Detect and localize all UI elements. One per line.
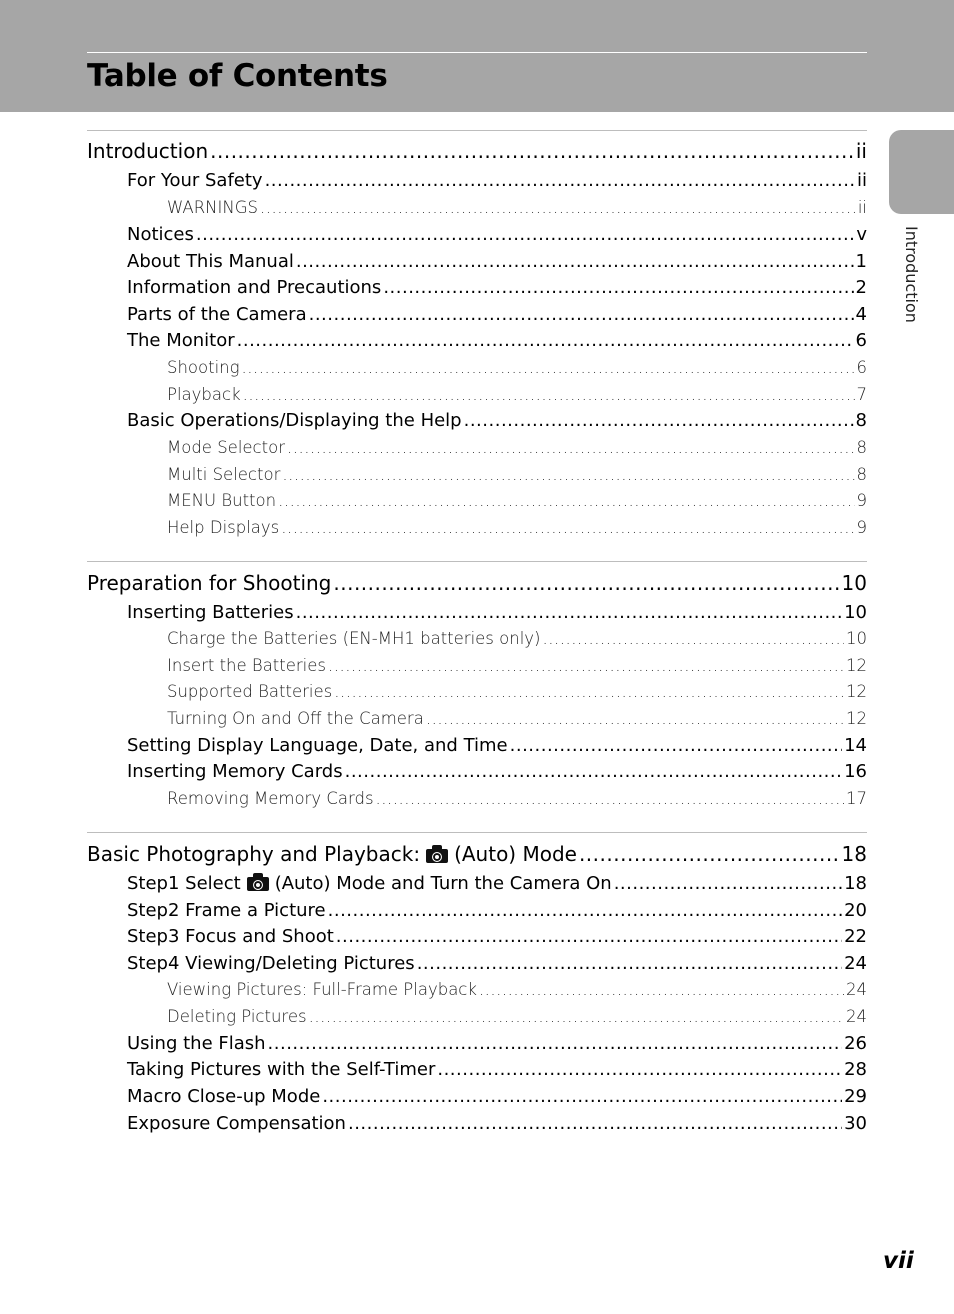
dot-leader	[265, 170, 855, 192]
dot-leader	[426, 709, 844, 729]
dot-leader	[376, 789, 844, 809]
toc-subentry[interactable]	[167, 629, 867, 649]
header-rule	[87, 52, 867, 53]
toc-subentry[interactable]	[167, 465, 867, 485]
toc-page-number: 24	[846, 1007, 867, 1026]
toc-page-number: ii	[855, 139, 867, 163]
toc-entry-title: Viewing Pictures: Full-Frame Playback	[167, 980, 477, 999]
toc-entry-title: The Monitor	[127, 330, 235, 351]
toc-subentry[interactable]	[167, 491, 867, 511]
toc-page-number: 30	[844, 1113, 867, 1134]
toc-entry-title: Parts of the Camera	[127, 304, 307, 325]
dot-leader	[417, 953, 842, 975]
dot-leader	[296, 251, 854, 273]
dot-leader	[287, 438, 855, 458]
dot-leader	[333, 571, 839, 595]
toc-entry-title: Basic Photography and Playback: (Auto) Mode	[87, 842, 577, 866]
toc-entry-title: WARNINGS	[167, 198, 258, 217]
toc-page-number: 22	[844, 926, 867, 947]
page-header	[0, 0, 954, 112]
toc-entry-preparation[interactable]	[87, 571, 867, 595]
toc-entry-title: Playback	[167, 385, 241, 404]
toc-entry-introduction[interactable]	[87, 139, 867, 163]
dot-leader	[328, 900, 842, 922]
toc-entry-title: Inserting Batteries	[127, 602, 294, 623]
dot-leader	[210, 139, 854, 163]
toc-entry-title: About This Manual	[127, 251, 294, 272]
toc-entry-title: Mode Selector	[167, 438, 285, 457]
toc-page-number: 14	[844, 735, 867, 756]
toc-subentry[interactable]	[167, 709, 867, 729]
section-divider	[87, 561, 867, 562]
dot-leader	[278, 491, 854, 511]
toc-entry-title: Macro Close-up Mode	[127, 1086, 321, 1107]
toc-page-number: 6	[856, 358, 867, 377]
dot-leader	[336, 926, 842, 948]
toc-entry[interactable]	[127, 1113, 867, 1135]
dot-leader	[309, 1007, 844, 1027]
toc-page-number: 8	[855, 410, 867, 431]
toc-entry[interactable]	[127, 1059, 867, 1081]
dot-leader	[322, 1086, 842, 1108]
toc-entry-title: Exposure Compensation	[127, 1113, 346, 1134]
toc-entry[interactable]	[127, 761, 867, 783]
section-divider	[87, 130, 867, 131]
toc-page-number: 6	[855, 330, 867, 351]
toc-subentry[interactable]	[167, 198, 867, 218]
dot-leader	[543, 629, 845, 649]
toc-subentry[interactable]	[167, 789, 867, 809]
dot-leader	[328, 656, 844, 676]
toc-entry-basic-photography[interactable]	[87, 842, 867, 866]
toc-entry[interactable]	[127, 410, 867, 432]
toc-page-number: 18	[844, 873, 867, 894]
toc-entry[interactable]	[127, 170, 867, 192]
toc-entry-title: Deleting Pictures	[167, 1007, 307, 1026]
toc-entry[interactable]	[127, 330, 867, 352]
auto-mode-camera-icon	[426, 845, 448, 863]
dot-leader	[296, 602, 842, 624]
toc-entry[interactable]	[127, 251, 867, 273]
toc-subentry[interactable]	[167, 438, 867, 458]
toc-entry-title: Notices	[127, 224, 194, 245]
toc-entry-title: Basic Operations/Displaying the Help	[127, 410, 462, 431]
dot-leader	[479, 980, 844, 1000]
toc-entry[interactable]	[127, 735, 867, 757]
toc-page-number: ii	[857, 198, 867, 217]
toc-entry[interactable]	[127, 224, 867, 246]
dot-leader	[237, 330, 854, 352]
dot-leader	[281, 518, 854, 538]
toc-page-number: 8	[856, 438, 867, 457]
toc-entry-title: Step3 Focus and Shoot	[127, 926, 334, 947]
auto-mode-camera-icon	[247, 873, 269, 891]
dot-leader	[282, 465, 854, 485]
dot-leader	[196, 224, 854, 246]
toc-subentry[interactable]	[167, 980, 867, 1000]
toc-page-number: 1	[855, 251, 867, 272]
toc-page-number: 20	[844, 900, 867, 921]
toc-page-number: 10	[846, 629, 867, 648]
toc-page-number: 24	[844, 953, 867, 974]
toc-page-number: 18	[841, 842, 867, 866]
dot-leader	[345, 761, 842, 783]
toc-page-number: 29	[844, 1086, 867, 1107]
toc-entry-title: Introduction	[87, 139, 209, 163]
dot-leader	[348, 1113, 842, 1135]
toc-entry-title: Insert the Batteries	[167, 656, 327, 675]
section-tab	[889, 130, 954, 214]
toc-entry-title: Shooting	[167, 358, 240, 377]
toc-entry-title: Inserting Memory Cards	[127, 761, 343, 782]
toc-subentry[interactable]	[167, 518, 867, 538]
dot-leader	[242, 358, 855, 378]
toc-entry[interactable]	[127, 873, 867, 895]
toc-entry[interactable]	[127, 304, 867, 326]
toc-entry-title: Step1 Select (Auto) Mode and Turn the Camera On	[127, 873, 612, 894]
dot-leader	[309, 304, 854, 326]
dot-leader	[334, 682, 844, 702]
toc-page-number: 10	[841, 571, 867, 595]
toc-page-number: 26	[844, 1033, 867, 1054]
dot-leader	[579, 842, 840, 866]
page-number-folio: vii	[883, 1248, 914, 1274]
toc-entry[interactable]	[127, 602, 867, 624]
toc-page-number: 17	[846, 789, 867, 808]
toc-entry-title: Using the Flash	[127, 1033, 266, 1054]
dot-leader	[243, 385, 855, 405]
dot-leader	[268, 1033, 843, 1055]
toc-entry[interactable]	[127, 277, 867, 299]
toc-entry[interactable]	[127, 900, 867, 922]
toc-entry-title: Turning On and Off the Camera	[167, 709, 424, 728]
toc-entry-title: Step4 Viewing/Deleting Pictures	[127, 953, 415, 974]
toc-entry[interactable]	[127, 926, 867, 948]
toc-entry-title: Taking Pictures with the Self-Timer	[127, 1059, 436, 1080]
section-tab-label: Introduction	[902, 226, 921, 323]
dot-leader	[260, 198, 856, 218]
toc-page-number: 4	[855, 304, 867, 325]
toc-subentry[interactable]	[167, 682, 867, 702]
toc-page-number: 9	[856, 491, 867, 510]
toc-entry[interactable]	[127, 1086, 867, 1108]
toc-subentry[interactable]	[167, 385, 867, 405]
toc-page-number: ii	[856, 170, 867, 191]
toc-entry-title: Help Displays	[167, 518, 280, 537]
toc-entry[interactable]	[127, 953, 867, 975]
toc-entry-title: Setting Display Language, Date, and Time	[127, 735, 508, 756]
toc-subentry[interactable]	[167, 656, 867, 676]
toc-page-number: 24	[846, 980, 867, 999]
toc-page-number: 10	[844, 602, 867, 623]
toc-page-number: 2	[855, 277, 867, 298]
toc-entry-title: Preparation for Shooting	[87, 571, 332, 595]
page-title: Table of Contents	[87, 58, 388, 94]
toc-page-number: 8	[856, 465, 867, 484]
toc-subentry[interactable]	[167, 1007, 867, 1027]
toc-entry-title: Charge the Batteries (EN-MH1 batteries only)	[167, 629, 541, 648]
toc-page-number: 28	[844, 1059, 867, 1080]
toc-entry[interactable]	[127, 1033, 867, 1055]
toc-page-number: 7	[856, 385, 867, 404]
toc-entry-title: Supported Batteries	[167, 682, 333, 701]
toc-page-number: v	[856, 224, 867, 245]
dot-leader	[510, 735, 842, 757]
toc-entry-title: MENU Button	[167, 491, 277, 510]
dot-leader	[464, 410, 854, 432]
toc-subentry[interactable]	[167, 358, 867, 378]
toc-page-number: 12	[846, 682, 867, 701]
section-divider	[87, 832, 867, 833]
toc-page-number: 12	[846, 656, 867, 675]
toc-entry-title: Removing Memory Cards	[167, 789, 374, 808]
dot-leader	[614, 873, 842, 895]
toc-entry-title: For Your Safety	[127, 170, 263, 191]
toc-page-number: 12	[846, 709, 867, 728]
toc-entry-title: Step2 Frame a Picture	[127, 900, 326, 921]
toc-page-number: 9	[856, 518, 867, 537]
dot-leader	[383, 277, 853, 299]
toc-entry-title: Information and Precautions	[127, 277, 382, 298]
toc-entry-title: Multi Selector	[167, 465, 281, 484]
dot-leader	[437, 1059, 842, 1081]
toc-page-number: 16	[844, 761, 867, 782]
